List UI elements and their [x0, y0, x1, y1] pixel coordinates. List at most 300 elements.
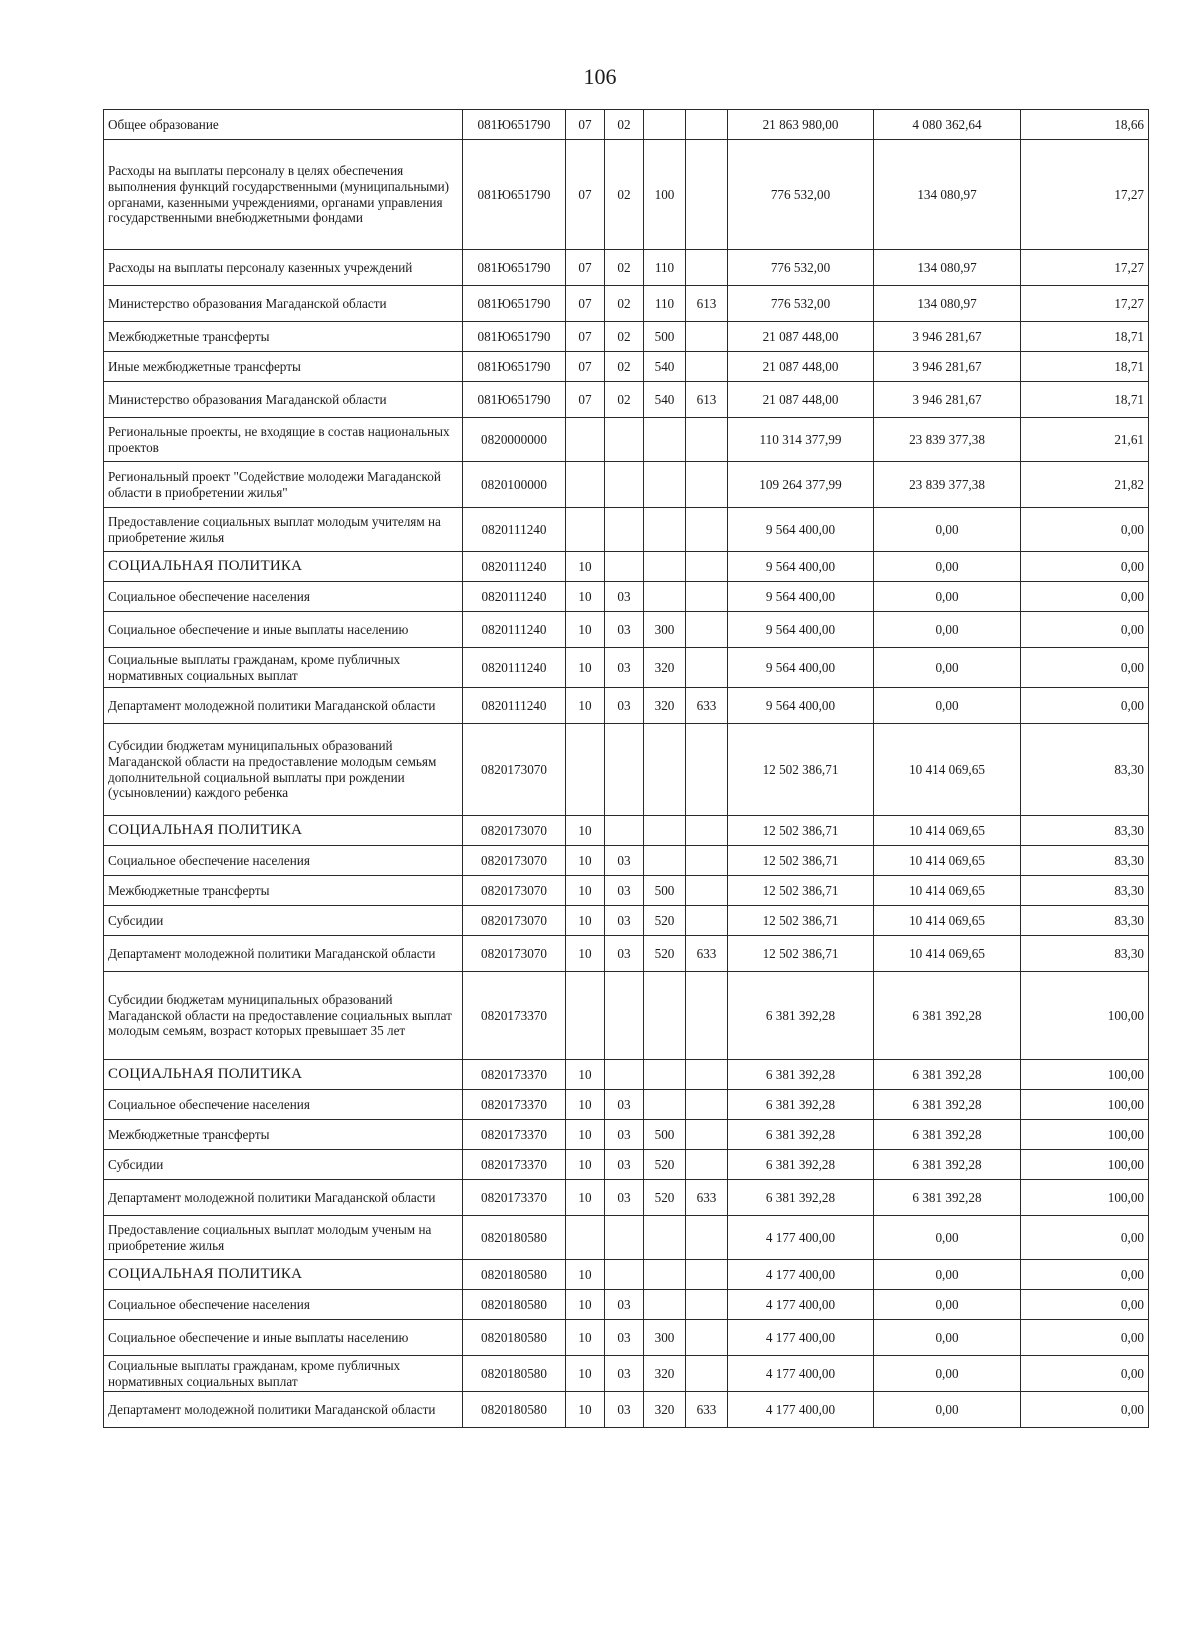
table-row	[104, 876, 1149, 906]
cell-administrator	[686, 352, 728, 382]
cell-name: Социальные выплаты гражданам, кроме публичных нормативных социальных выплат	[104, 1356, 463, 1392]
cell-expense-type	[644, 846, 686, 876]
cell-section: 10	[566, 1260, 605, 1290]
cell-target-article: 0820180580	[463, 1356, 566, 1392]
cell-execution-percent: 83,30	[1021, 846, 1149, 876]
cell-executed-amount: 0,00	[874, 1320, 1021, 1356]
cell-name: Межбюджетные трансферты	[104, 876, 463, 906]
table-row	[104, 582, 1149, 612]
cell-section: 10	[566, 1392, 605, 1428]
cell-planned-amount: 109 264 377,99	[728, 462, 874, 508]
cell-planned-amount: 12 502 386,71	[728, 816, 874, 846]
cell-planned-amount: 12 502 386,71	[728, 724, 874, 816]
table-row	[104, 688, 1149, 724]
cell-administrator	[686, 846, 728, 876]
cell-section	[566, 418, 605, 462]
cell-execution-percent: 100,00	[1021, 972, 1149, 1060]
cell-expense-type	[644, 1090, 686, 1120]
cell-administrator	[686, 462, 728, 508]
table-row	[104, 1150, 1149, 1180]
cell-planned-amount: 4 177 400,00	[728, 1320, 874, 1356]
cell-target-article: 0820111240	[463, 508, 566, 552]
cell-administrator	[686, 1216, 728, 1260]
cell-expense-type	[644, 1216, 686, 1260]
cell-administrator	[686, 552, 728, 582]
cell-expense-type: 110	[644, 286, 686, 322]
cell-execution-percent: 0,00	[1021, 582, 1149, 612]
cell-expense-type	[644, 552, 686, 582]
cell-executed-amount: 6 381 392,28	[874, 972, 1021, 1060]
cell-execution-percent: 21,61	[1021, 418, 1149, 462]
cell-target-article: 0820180580	[463, 1320, 566, 1356]
cell-execution-percent: 21,82	[1021, 462, 1149, 508]
cell-executed-amount: 134 080,97	[874, 140, 1021, 250]
cell-execution-percent: 17,27	[1021, 250, 1149, 286]
cell-section	[566, 724, 605, 816]
cell-name: Департамент молодежной политики Магаданской области	[104, 688, 463, 724]
cell-executed-amount: 134 080,97	[874, 286, 1021, 322]
cell-administrator	[686, 140, 728, 250]
cell-target-article: 081Ю651790	[463, 110, 566, 140]
cell-administrator	[686, 648, 728, 688]
cell-execution-percent: 0,00	[1021, 688, 1149, 724]
cell-subsection: 03	[605, 846, 644, 876]
cell-name: Предоставление социальных выплат молодым учителям на приобретение жилья	[104, 508, 463, 552]
cell-subsection	[605, 816, 644, 846]
cell-execution-percent: 100,00	[1021, 1090, 1149, 1120]
cell-executed-amount: 10 414 069,65	[874, 724, 1021, 816]
cell-executed-amount: 10 414 069,65	[874, 846, 1021, 876]
cell-executed-amount: 3 946 281,67	[874, 382, 1021, 418]
cell-execution-percent: 0,00	[1021, 508, 1149, 552]
cell-administrator	[686, 322, 728, 352]
cell-name: СОЦИАЛЬНАЯ ПОЛИТИКА	[104, 1260, 463, 1290]
cell-target-article: 081Ю651790	[463, 286, 566, 322]
cell-target-article: 0820173370	[463, 1090, 566, 1120]
cell-expense-type: 520	[644, 1180, 686, 1216]
cell-target-article: 0820173070	[463, 724, 566, 816]
cell-expense-type: 540	[644, 352, 686, 382]
cell-section: 10	[566, 1120, 605, 1150]
cell-target-article: 0820180580	[463, 1216, 566, 1260]
cell-planned-amount: 776 532,00	[728, 140, 874, 250]
cell-execution-percent: 83,30	[1021, 906, 1149, 936]
cell-execution-percent: 0,00	[1021, 1260, 1149, 1290]
cell-administrator	[686, 1320, 728, 1356]
cell-name: Расходы на выплаты персоналу казенных учреждений	[104, 250, 463, 286]
cell-planned-amount: 6 381 392,28	[728, 972, 874, 1060]
cell-expense-type: 520	[644, 1150, 686, 1180]
cell-subsection: 03	[605, 1180, 644, 1216]
cell-executed-amount: 10 414 069,65	[874, 906, 1021, 936]
cell-administrator	[686, 508, 728, 552]
cell-name: Субсидии бюджетам муниципальных образований Магаданской области на предоставление молодым семьям дополнительной социальной выплаты при рождении (усыновлении) каждого ребенка	[104, 724, 463, 816]
cell-section: 10	[566, 936, 605, 972]
cell-expense-type	[644, 724, 686, 816]
cell-execution-percent: 0,00	[1021, 1392, 1149, 1428]
cell-executed-amount: 0,00	[874, 648, 1021, 688]
cell-expense-type	[644, 972, 686, 1060]
table-row	[104, 816, 1149, 846]
table-row	[104, 322, 1149, 352]
table-row	[104, 286, 1149, 322]
cell-administrator	[686, 816, 728, 846]
table-row	[104, 140, 1149, 250]
cell-subsection: 03	[605, 936, 644, 972]
cell-target-article: 0820111240	[463, 552, 566, 582]
cell-expense-type	[644, 1290, 686, 1320]
cell-section: 10	[566, 1180, 605, 1216]
cell-expense-type: 320	[644, 688, 686, 724]
cell-executed-amount: 4 080 362,64	[874, 110, 1021, 140]
cell-expense-type: 110	[644, 250, 686, 286]
table-row	[104, 1120, 1149, 1150]
cell-section: 10	[566, 906, 605, 936]
cell-expense-type: 320	[644, 1392, 686, 1428]
table-row	[104, 846, 1149, 876]
cell-executed-amount: 6 381 392,28	[874, 1180, 1021, 1216]
cell-executed-amount: 3 946 281,67	[874, 352, 1021, 382]
cell-name: Социальное обеспечение населения	[104, 1290, 463, 1320]
cell-administrator	[686, 418, 728, 462]
cell-target-article: 0820173070	[463, 816, 566, 846]
cell-planned-amount: 4 177 400,00	[728, 1392, 874, 1428]
cell-planned-amount: 110 314 377,99	[728, 418, 874, 462]
table-row	[104, 906, 1149, 936]
cell-name: Департамент молодежной политики Магаданской области	[104, 1392, 463, 1428]
cell-expense-type	[644, 110, 686, 140]
cell-executed-amount: 134 080,97	[874, 250, 1021, 286]
cell-planned-amount: 4 177 400,00	[728, 1260, 874, 1290]
cell-name: Субсидии бюджетам муниципальных образований Магаданской области на предоставление социальных выплат молодым семьям, возраст которых превышает 35 лет	[104, 972, 463, 1060]
cell-subsection	[605, 1060, 644, 1090]
cell-execution-percent: 18,71	[1021, 382, 1149, 418]
cell-expense-type	[644, 1060, 686, 1090]
cell-administrator	[686, 612, 728, 648]
cell-execution-percent: 0,00	[1021, 612, 1149, 648]
table-row	[104, 250, 1149, 286]
cell-execution-percent: 83,30	[1021, 724, 1149, 816]
cell-subsection: 02	[605, 352, 644, 382]
cell-planned-amount: 776 532,00	[728, 250, 874, 286]
cell-name: Общее образование	[104, 110, 463, 140]
cell-section: 07	[566, 250, 605, 286]
cell-administrator: 633	[686, 1392, 728, 1428]
cell-planned-amount: 21 087 448,00	[728, 382, 874, 418]
cell-administrator: 633	[686, 688, 728, 724]
table-row	[104, 1090, 1149, 1120]
cell-administrator	[686, 1060, 728, 1090]
cell-target-article: 0820000000	[463, 418, 566, 462]
table-row	[104, 648, 1149, 688]
cell-subsection: 03	[605, 648, 644, 688]
cell-administrator: 633	[686, 1180, 728, 1216]
cell-expense-type: 520	[644, 936, 686, 972]
cell-section: 10	[566, 1090, 605, 1120]
cell-planned-amount: 6 381 392,28	[728, 1060, 874, 1090]
cell-name: Министерство образования Магаданской области	[104, 286, 463, 322]
cell-subsection: 03	[605, 876, 644, 906]
cell-name: Социальное обеспечение населения	[104, 846, 463, 876]
cell-expense-type: 540	[644, 382, 686, 418]
cell-administrator	[686, 876, 728, 906]
table-row	[104, 110, 1149, 140]
cell-section: 10	[566, 1320, 605, 1356]
cell-target-article: 081Ю651790	[463, 382, 566, 418]
cell-subsection: 02	[605, 110, 644, 140]
cell-planned-amount: 6 381 392,28	[728, 1180, 874, 1216]
cell-executed-amount: 6 381 392,28	[874, 1090, 1021, 1120]
table-body	[104, 110, 1149, 1428]
cell-executed-amount: 0,00	[874, 1356, 1021, 1392]
cell-executed-amount: 0,00	[874, 1260, 1021, 1290]
cell-execution-percent: 18,66	[1021, 110, 1149, 140]
cell-execution-percent: 18,71	[1021, 352, 1149, 382]
cell-executed-amount: 0,00	[874, 612, 1021, 648]
cell-name: Социальное обеспечение и иные выплаты населению	[104, 612, 463, 648]
table-row	[104, 352, 1149, 382]
cell-planned-amount: 12 502 386,71	[728, 876, 874, 906]
cell-subsection: 03	[605, 906, 644, 936]
table-row	[104, 418, 1149, 462]
cell-name: Межбюджетные трансферты	[104, 1120, 463, 1150]
cell-execution-percent: 0,00	[1021, 648, 1149, 688]
cell-section: 10	[566, 582, 605, 612]
cell-name: Расходы на выплаты персоналу в целях обеспечения выполнения функций государственными (муниципальными) органами, казенными учреждениями, органами управления государственными внебюджетными фондами	[104, 140, 463, 250]
cell-administrator: 613	[686, 286, 728, 322]
cell-section: 10	[566, 612, 605, 648]
cell-execution-percent: 0,00	[1021, 1320, 1149, 1356]
cell-section: 10	[566, 552, 605, 582]
cell-subsection: 03	[605, 688, 644, 724]
cell-executed-amount: 0,00	[874, 508, 1021, 552]
page-number: 106	[583, 64, 617, 89]
cell-name: Региональные проекты, не входящие в состав национальных проектов	[104, 418, 463, 462]
cell-expense-type: 300	[644, 1320, 686, 1356]
cell-section	[566, 972, 605, 1060]
cell-expense-type: 100	[644, 140, 686, 250]
cell-subsection	[605, 462, 644, 508]
cell-expense-type: 500	[644, 1120, 686, 1150]
cell-section	[566, 508, 605, 552]
cell-planned-amount: 4 177 400,00	[728, 1356, 874, 1392]
cell-subsection: 03	[605, 1392, 644, 1428]
cell-executed-amount: 10 414 069,65	[874, 936, 1021, 972]
cell-executed-amount: 0,00	[874, 552, 1021, 582]
cell-executed-amount: 0,00	[874, 1216, 1021, 1260]
cell-target-article: 081Ю651790	[463, 352, 566, 382]
cell-name: Иные межбюджетные трансферты	[104, 352, 463, 382]
cell-planned-amount: 9 564 400,00	[728, 688, 874, 724]
table-row	[104, 1216, 1149, 1260]
cell-name: СОЦИАЛЬНАЯ ПОЛИТИКА	[104, 816, 463, 846]
cell-subsection: 02	[605, 322, 644, 352]
cell-target-article: 081Ю651790	[463, 322, 566, 352]
cell-target-article: 0820173370	[463, 1180, 566, 1216]
cell-execution-percent: 0,00	[1021, 1290, 1149, 1320]
cell-administrator	[686, 250, 728, 286]
cell-executed-amount: 23 839 377,38	[874, 462, 1021, 508]
cell-execution-percent: 100,00	[1021, 1180, 1149, 1216]
cell-expense-type	[644, 462, 686, 508]
cell-section: 10	[566, 1150, 605, 1180]
cell-planned-amount: 9 564 400,00	[728, 612, 874, 648]
cell-planned-amount: 21 863 980,00	[728, 110, 874, 140]
cell-target-article: 0820173070	[463, 846, 566, 876]
cell-subsection: 02	[605, 250, 644, 286]
cell-subsection	[605, 418, 644, 462]
cell-administrator	[686, 1120, 728, 1150]
table-row	[104, 1392, 1149, 1428]
cell-target-article: 0820180580	[463, 1260, 566, 1290]
cell-executed-amount: 3 946 281,67	[874, 322, 1021, 352]
cell-target-article: 0820100000	[463, 462, 566, 508]
table-row	[104, 1060, 1149, 1090]
cell-expense-type: 320	[644, 648, 686, 688]
cell-expense-type	[644, 418, 686, 462]
cell-section: 07	[566, 110, 605, 140]
cell-target-article: 0820111240	[463, 648, 566, 688]
cell-execution-percent: 0,00	[1021, 1216, 1149, 1260]
cell-target-article: 0820173070	[463, 906, 566, 936]
cell-section: 07	[566, 382, 605, 418]
cell-name: Департамент молодежной политики Магаданской области	[104, 1180, 463, 1216]
cell-administrator	[686, 972, 728, 1060]
cell-subsection: 03	[605, 1320, 644, 1356]
cell-target-article: 0820173070	[463, 876, 566, 906]
cell-subsection: 03	[605, 1120, 644, 1150]
cell-target-article: 0820173370	[463, 972, 566, 1060]
cell-name: Социальное обеспечение и иные выплаты населению	[104, 1320, 463, 1356]
cell-planned-amount: 12 502 386,71	[728, 906, 874, 936]
table-row	[104, 1320, 1149, 1356]
table-row	[104, 936, 1149, 972]
cell-execution-percent: 17,27	[1021, 286, 1149, 322]
table-row	[104, 1290, 1149, 1320]
cell-execution-percent: 0,00	[1021, 552, 1149, 582]
cell-subsection: 02	[605, 382, 644, 418]
cell-planned-amount: 21 087 448,00	[728, 322, 874, 352]
cell-administrator	[686, 906, 728, 936]
cell-executed-amount: 6 381 392,28	[874, 1150, 1021, 1180]
table-row	[104, 972, 1149, 1060]
table-row	[104, 508, 1149, 552]
cell-execution-percent: 100,00	[1021, 1060, 1149, 1090]
cell-expense-type: 320	[644, 1356, 686, 1392]
cell-execution-percent: 0,00	[1021, 1356, 1149, 1392]
cell-expense-type: 300	[644, 612, 686, 648]
cell-target-article: 0820111240	[463, 612, 566, 648]
table-row	[104, 1356, 1149, 1392]
cell-expense-type: 520	[644, 906, 686, 936]
cell-planned-amount: 6 381 392,28	[728, 1150, 874, 1180]
cell-executed-amount: 23 839 377,38	[874, 418, 1021, 462]
cell-target-article: 0820180580	[463, 1392, 566, 1428]
cell-section	[566, 462, 605, 508]
cell-planned-amount: 4 177 400,00	[728, 1290, 874, 1320]
cell-section: 10	[566, 816, 605, 846]
cell-expense-type	[644, 816, 686, 846]
cell-planned-amount: 9 564 400,00	[728, 648, 874, 688]
cell-name: Социальное обеспечение населения	[104, 582, 463, 612]
cell-planned-amount: 6 381 392,28	[728, 1090, 874, 1120]
cell-administrator: 613	[686, 382, 728, 418]
cell-target-article: 0820111240	[463, 688, 566, 724]
budget-table	[103, 109, 1149, 1428]
cell-section: 10	[566, 846, 605, 876]
cell-name: Региональный проект "Содействие молодежи Магаданской области в приобретении жилья"	[104, 462, 463, 508]
cell-target-article: 0820111240	[463, 582, 566, 612]
cell-name: Департамент молодежной политики Магаданской области	[104, 936, 463, 972]
cell-name: Субсидии	[104, 1150, 463, 1180]
cell-target-article: 081Ю651790	[463, 140, 566, 250]
cell-executed-amount: 0,00	[874, 688, 1021, 724]
cell-name: Межбюджетные трансферты	[104, 322, 463, 352]
cell-administrator	[686, 582, 728, 612]
cell-execution-percent: 17,27	[1021, 140, 1149, 250]
cell-administrator	[686, 110, 728, 140]
cell-subsection: 02	[605, 140, 644, 250]
cell-administrator	[686, 1260, 728, 1290]
cell-subsection	[605, 972, 644, 1060]
cell-section: 07	[566, 322, 605, 352]
cell-section: 07	[566, 286, 605, 322]
cell-subsection: 03	[605, 1150, 644, 1180]
cell-planned-amount: 9 564 400,00	[728, 508, 874, 552]
table-row	[104, 552, 1149, 582]
cell-execution-percent: 83,30	[1021, 876, 1149, 906]
cell-administrator	[686, 1356, 728, 1392]
cell-name: Министерство образования Магаданской области	[104, 382, 463, 418]
cell-administrator	[686, 1150, 728, 1180]
cell-executed-amount: 0,00	[874, 1290, 1021, 1320]
table-row	[104, 1180, 1149, 1216]
cell-execution-percent: 18,71	[1021, 322, 1149, 352]
cell-section: 10	[566, 648, 605, 688]
cell-subsection: 03	[605, 1356, 644, 1392]
cell-subsection	[605, 724, 644, 816]
cell-administrator: 633	[686, 936, 728, 972]
cell-planned-amount: 9 564 400,00	[728, 552, 874, 582]
cell-subsection	[605, 1216, 644, 1260]
cell-subsection: 03	[605, 612, 644, 648]
cell-target-article: 0820173070	[463, 936, 566, 972]
cell-executed-amount: 6 381 392,28	[874, 1060, 1021, 1090]
cell-name: СОЦИАЛЬНАЯ ПОЛИТИКА	[104, 552, 463, 582]
cell-planned-amount: 4 177 400,00	[728, 1216, 874, 1260]
cell-planned-amount: 21 087 448,00	[728, 352, 874, 382]
table-row	[104, 724, 1149, 816]
cell-executed-amount: 0,00	[874, 582, 1021, 612]
cell-subsection: 03	[605, 1090, 644, 1120]
cell-name: СОЦИАЛЬНАЯ ПОЛИТИКА	[104, 1060, 463, 1090]
cell-expense-type: 500	[644, 876, 686, 906]
cell-section: 07	[566, 352, 605, 382]
cell-section: 07	[566, 140, 605, 250]
cell-administrator	[686, 1090, 728, 1120]
cell-execution-percent: 83,30	[1021, 936, 1149, 972]
cell-section: 10	[566, 876, 605, 906]
cell-name: Социальные выплаты гражданам, кроме публичных нормативных социальных выплат	[104, 648, 463, 688]
cell-expense-type: 500	[644, 322, 686, 352]
cell-target-article: 0820173370	[463, 1060, 566, 1090]
cell-section: 10	[566, 1290, 605, 1320]
cell-executed-amount: 10 414 069,65	[874, 876, 1021, 906]
cell-execution-percent: 100,00	[1021, 1120, 1149, 1150]
cell-administrator	[686, 1290, 728, 1320]
cell-section: 10	[566, 1060, 605, 1090]
cell-subsection	[605, 552, 644, 582]
